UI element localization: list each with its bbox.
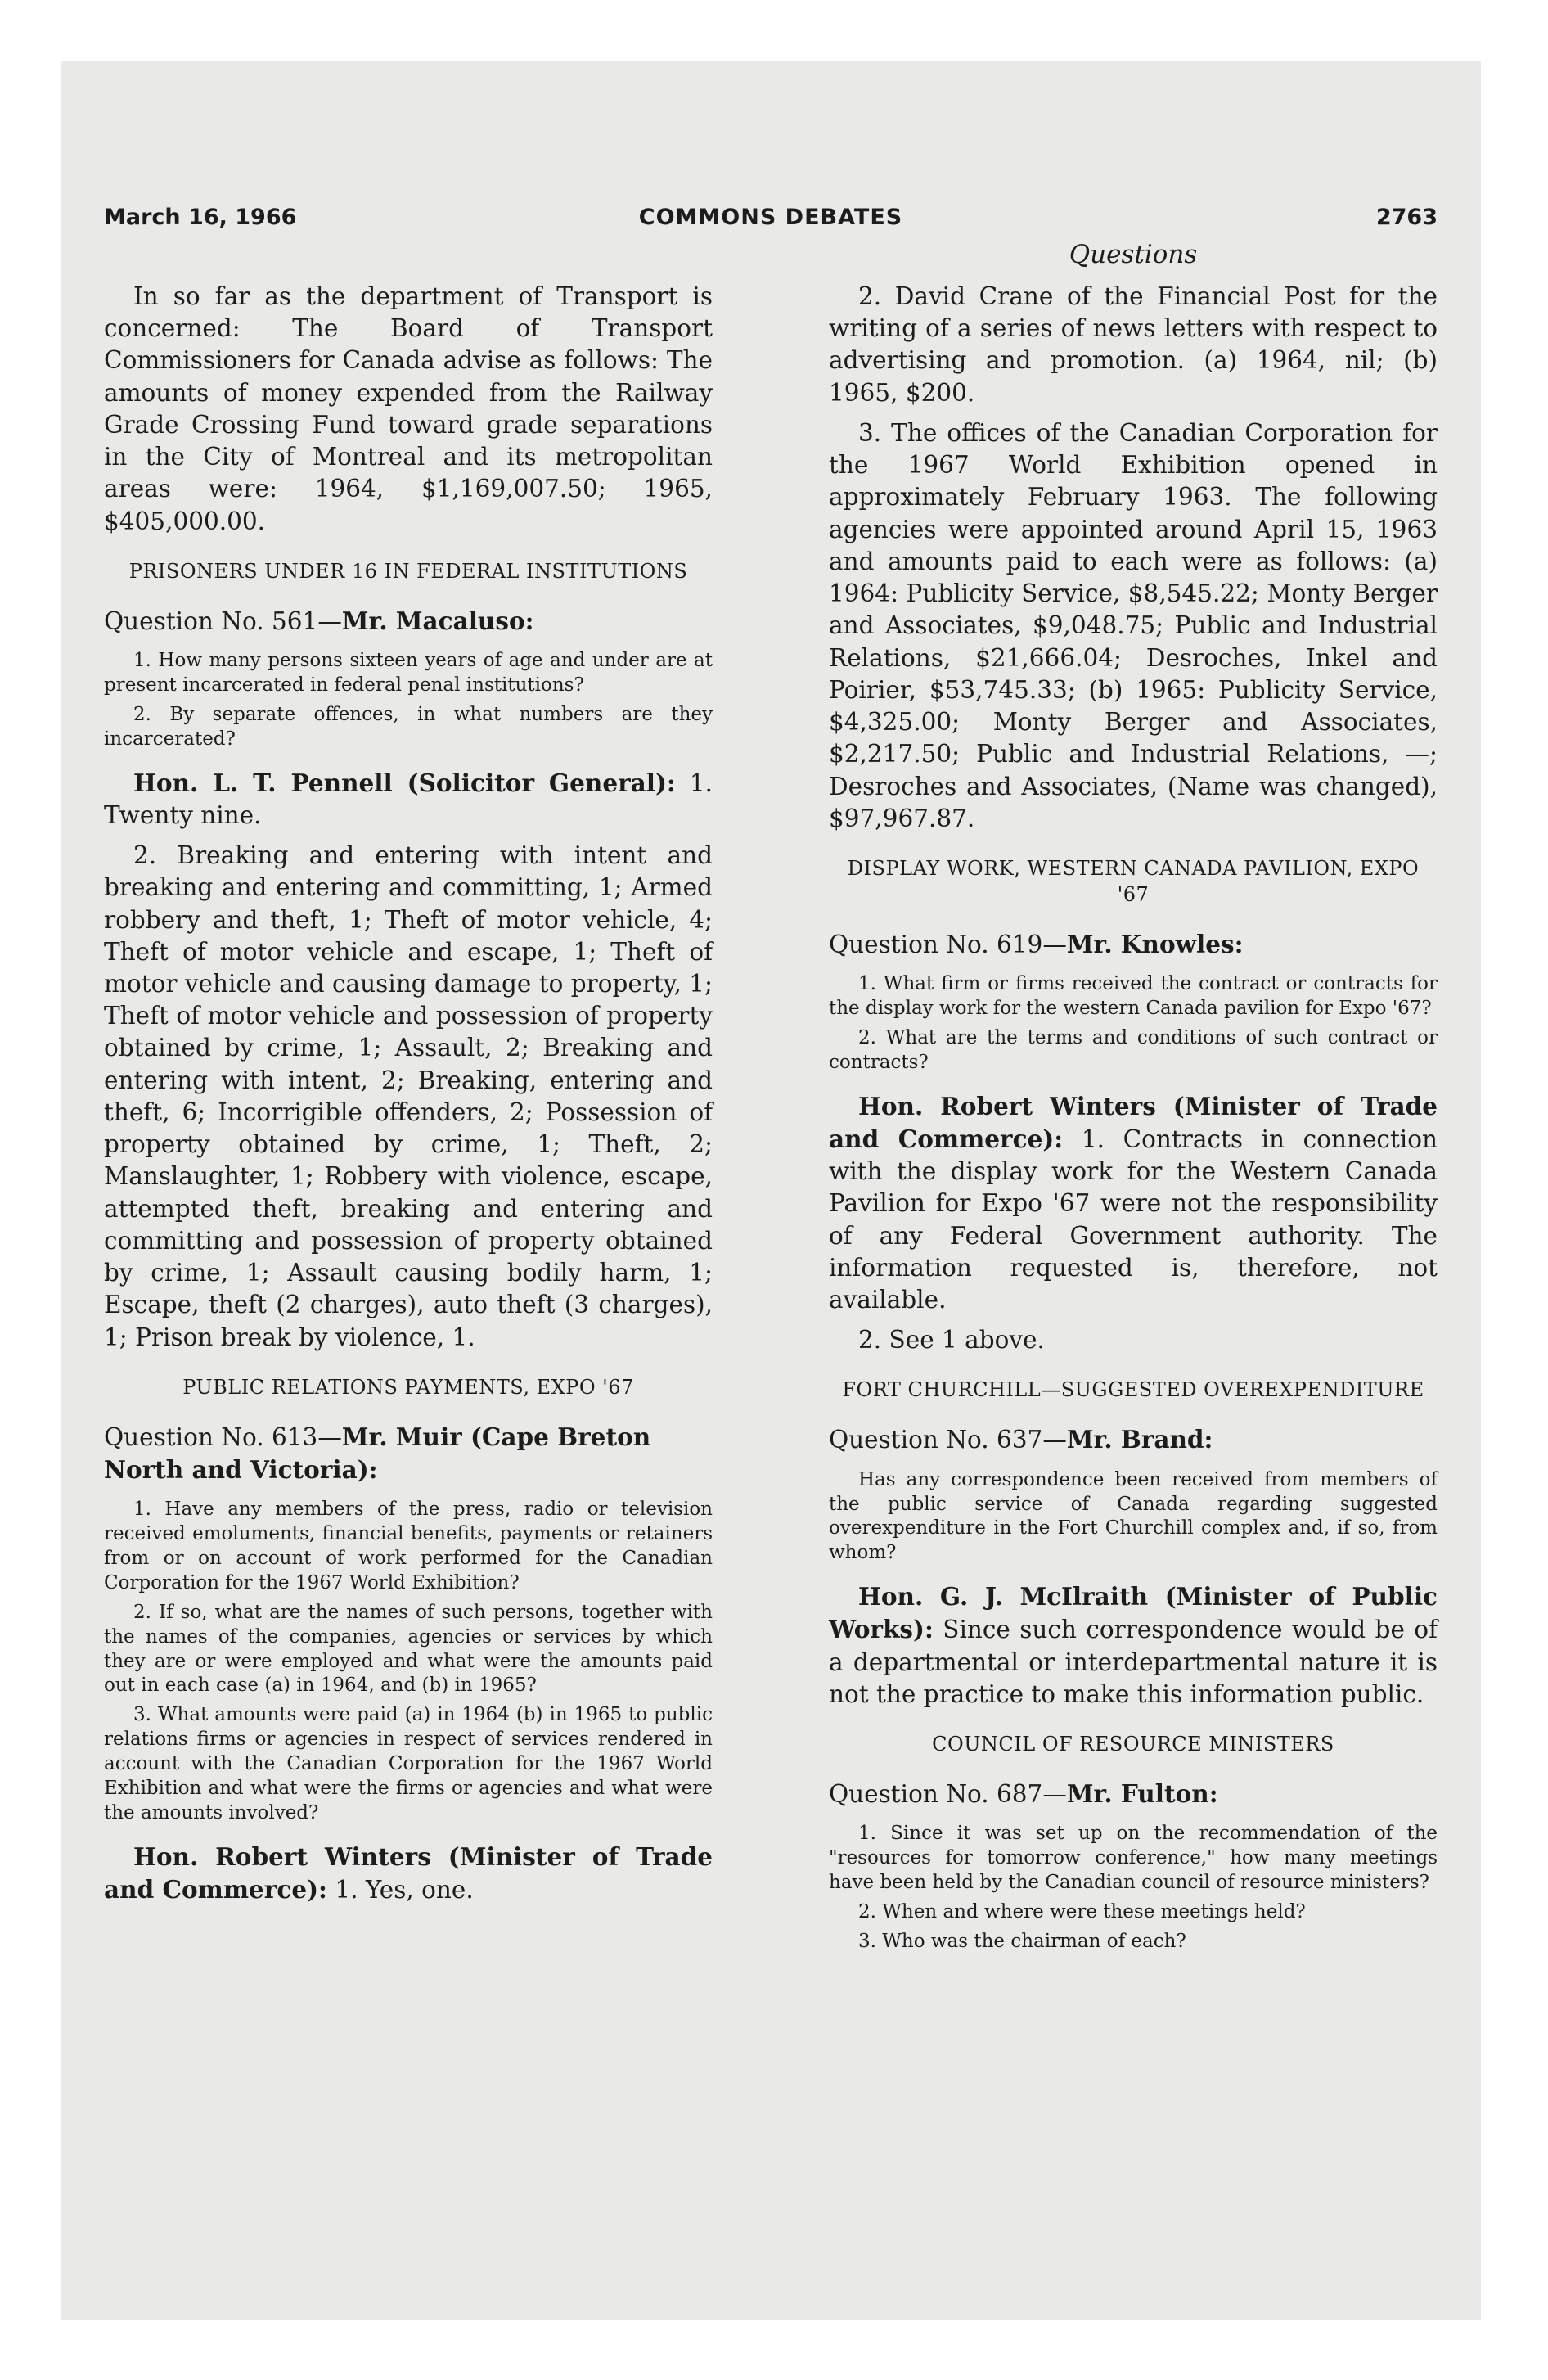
answer-speaker: Hon. Robert Winters (Minister of Trade and Commerce):: [104, 1841, 713, 1904]
answer-text: Since such correspondence would be of a departmental or interdepartmental nature it is not the practice to make this information public.: [829, 1616, 1438, 1708]
question-619-item-1: 1. What firm or firms received the contract or contracts for the display work for the western Canada pavilion for Expo '67?: [829, 973, 1438, 1019]
question-687-heading: COUNCIL OF RESOURCE MINISTERS: [932, 1733, 1334, 1756]
question-613-item-2: 2. If so, what are the names of such persons, together with the names of the companies, agencies or services by which they are or were employed and what were the amounts paid out in each case (a) in 1964, and (b) in 1965?: [104, 1601, 713, 1697]
answer-613-part-1: [104, 1841, 713, 1906]
question-613-heading: PUBLIC RELATIONS PAYMENTS, EXPO '67: [182, 1375, 634, 1399]
page-date: March 16, 1966: [104, 205, 297, 230]
question-613-number: [104, 1421, 713, 1486]
question-561-item-2: 2. By separate offences, in what numbers are they incarcerated?: [104, 703, 713, 750]
answer-613-part-3: 3. The offices of the Canadian Corporation for the 1967 World Exhibition opened in approximately February 1963. The following agencies were appointed around April 15, 1963 and amounts paid to each were as follows: (a) 1964: Publicity Service, $8,545.22; Monty Berger and Associates, $9,048.75; Public and Industrial Relations, $21,666.04; Desroches, Inkel and Poirier, $53,745.33; (b) 1965: Publicity Service, $4,325.00; Monty Berger and Associates, $2,217.50; Public and Industrial Relations, —; Desroches and Associates, (Name was changed), $97,967.87.: [829, 418, 1438, 832]
question-637-heading: FORT CHURCHILL—SUGGESTED OVEREXPENDITURE: [842, 1378, 1424, 1402]
question-613-item-3: 3. What amounts were paid (a) in 1964 (b) in 1965 to public relations firms or agencies in respect of services rendered in account with the Canadian Corporation for the 1967 World Exhibition and what were the firms or agencies and what were the amounts involved?: [104, 1704, 713, 1823]
question-number-label: Question No. 637—: [829, 1426, 1067, 1454]
question-561-item-1: 1. How many persons sixteen years of age and under are at present incarcerated in federal penal institutions?: [104, 650, 713, 696]
question-687-number: [829, 1778, 1438, 1810]
running-head: [104, 205, 1438, 237]
question-number-label: Question No. 613—: [104, 1422, 342, 1451]
asker-name: Mr. Brand:: [1066, 1425, 1213, 1454]
answer-561-part-1: [104, 767, 713, 832]
question-619-heading: DISPLAY WORK, WESTERN CANADA PAVILION, EXPO '67: [847, 856, 1420, 906]
asker-name: Mr. Fulton:: [1066, 1779, 1218, 1809]
question-687-item-3: 3. Who was the chairman of each?: [858, 1930, 1186, 1952]
question-number-label: Question No. 619—: [829, 930, 1067, 958]
answer-619-part-1: [829, 1090, 1438, 1317]
right-column: [829, 281, 1438, 1959]
asker-name: Mr. Muir (Cape Breton North and Victoria):: [104, 1422, 651, 1484]
asker-name: Mr. Macaluso:: [341, 606, 534, 635]
page-sheet: [61, 61, 1481, 2320]
question-561-heading: PRISONERS UNDER 16 IN FEDERAL INSTITUTIONS: [128, 559, 688, 583]
answer-613-part-2: 2. David Crane of the Financial Post for the writing of a series of news letters with respect to advertising and promotion. (a) 1964, nil; (b) 1965, $200.: [829, 282, 1438, 407]
question-637-item-1: Has any correspondence been received from members of the public service of Canada regarding suggested overexpenditure in the Fort Churchill complex and, if so, from whom?: [829, 1468, 1438, 1564]
page-number: 2763: [1375, 205, 1438, 230]
publication-title: COMMONS DEBATES: [638, 205, 903, 230]
question-619-item-2: 2. What are the terms and conditions of such contract or contracts?: [829, 1026, 1438, 1073]
answer-text: 1. Contracts in connection with the display work for the Western Canada Pavilion for Expo '67 were not the responsibility of any Federal Government authority. The information requested is, therefore, not available.: [829, 1125, 1438, 1314]
answer-speaker: Hon. Robert Winters (Minister of Trade and Commerce):: [829, 1091, 1438, 1153]
answer-637: [829, 1580, 1438, 1711]
question-number-label: Question No. 561—: [104, 606, 342, 635]
question-561-number: [104, 605, 713, 638]
question-613-item-1: 1. Have any members of the press, radio or television received emoluments, financial benefits, payments or retainers from or on account of work performed for the Canadian Corporation for the 1967 World Exhibition?: [104, 1499, 713, 1593]
left-column: [104, 281, 713, 1914]
answer-speaker: Hon. G. J. McIlraith (Minister of Public Works):: [829, 1582, 1438, 1644]
asker-name: Mr. Knowles:: [1066, 929, 1244, 958]
answer-text: 1. Twenty nine.: [104, 769, 713, 829]
answer-speaker: Hon. L. T. Pennell (Solicitor General):: [133, 768, 676, 797]
question-637-number: [829, 1423, 1438, 1456]
answer-619-part-2: 2. See 1 above.: [858, 1326, 1045, 1355]
answer-561-part-2: 2. Breaking and entering with intent and breaking and entering and committing, 1; Armed robbery and theft, 1; Theft of motor vehicle, 4; Theft of motor vehicle and escape, 1; Theft of motor vehicle and causing damage to property, 1; Theft of motor vehicle and possession of property obtained by crime, 1; Assault, 2; Breaking and entering with intent, 2; Breaking, entering and theft, 6; Incorrigible offenders, 2; Possession of property obtained by crime, 1; Theft, 2; Manslaughter, 1; Robbery with violence, escape, attempted theft, breaking and entering and committing and possession of property obtained by crime, 1; Assault causing bodily harm, 1; Escape, theft (2 charges), auto theft (3 charges), 1; Prison break by violence, 1.: [104, 841, 713, 1351]
question-number-label: Question No. 687—: [829, 1780, 1067, 1809]
answer-text: 1. Yes, one.: [335, 1875, 474, 1904]
question-687-item-1: 1. Since it was set up on the recommendation of the "resources for tomorrow conference," how many meetings have been held by the Canadian council of resource ministers?: [829, 1823, 1438, 1894]
section-heading: Questions: [1069, 240, 1198, 269]
question-619-number: [829, 928, 1438, 961]
transport-paragraph: In so far as the department of Transport is concerned: The Board of Transport Commissioners for Canada advise as follows: The amounts of money expended from the Railway Grade Crossing Fund toward grade separations in the City of Montreal and its metropolitan areas were: 1964, $1,169,007.50; 1965, $405,000.00.: [104, 282, 713, 535]
question-687-item-2: 2. When and where were these meetings held?: [858, 1900, 1306, 1922]
